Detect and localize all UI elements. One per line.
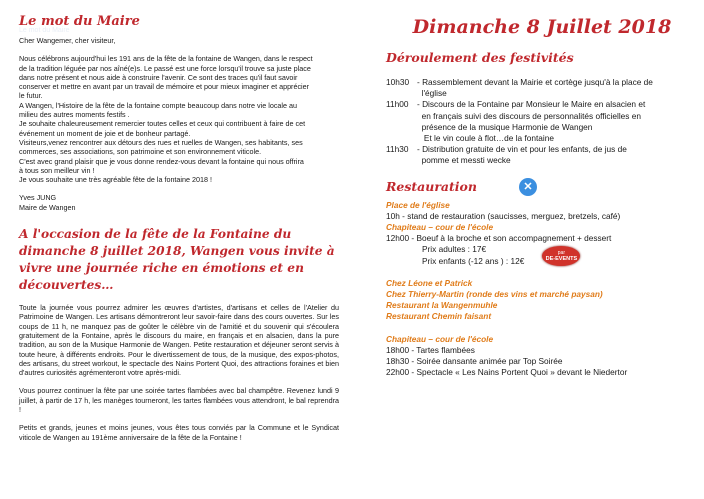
restauration-header xyxy=(386,178,686,196)
places-list xyxy=(386,278,686,323)
left-column xyxy=(19,14,339,442)
letter-body xyxy=(19,54,339,184)
evening-item: 22h00 - Spectacle « Les Nains Portent Quoi » devant le Niedertor xyxy=(386,367,628,378)
place-item: Chez Thierry-Martin (ronde des vins et marché paysan) xyxy=(386,289,603,300)
letter-line: C'est avec grand plaisir que je vous donne rendez-vous devant la fontaine qui nous offrira xyxy=(19,156,304,166)
place-item: Chez Léone et Patrick xyxy=(386,277,473,288)
program-title: Déroulement des festivités xyxy=(386,50,574,65)
letter-line: A Wangen, l'Histoire de la fête de la fontaine compte beaucoup dans notre vie locale au xyxy=(19,100,298,110)
restauration-title: Restauration xyxy=(386,179,477,195)
program-line: en français suivi des discours de personnalités officielles en xyxy=(417,110,641,121)
place-item: Restaurant Chemin faisant xyxy=(386,311,492,322)
letter-line: Je vous souhaite une très agréable fête de la fontaine 2018 ! xyxy=(19,175,213,185)
letter-line: événement un moment de joie et de bonheur partagé. xyxy=(19,128,191,138)
evening-item: 18h30 - Soirée dansante animée par Top Soirée xyxy=(386,356,563,367)
letter-line: Je souhaite chaleureusement remercier toutes celles et ceux qui contribuent à faire de cet xyxy=(19,119,306,129)
date-title: Dimanche 8 Juillet 2018 xyxy=(412,16,672,38)
evening-item: 18h00 - Tartes flambées xyxy=(386,344,475,355)
program-line: - Discours de la Fontaine par Monsieur le Maire en alsacien et xyxy=(417,99,646,110)
badge-top: par xyxy=(557,249,565,256)
program-line: - Distribution gratuite de vin et pour les enfants, de jus de xyxy=(417,144,627,155)
program-desc xyxy=(417,77,686,99)
letter-line: Visiteurs,venez rencontrer aux détours des rues et ruelles de Wangen, ses habitants, ses xyxy=(19,137,303,147)
price-adults: Prix adultes : 17€ xyxy=(422,244,487,255)
letter-line: de la tradition léguée par nos aîné(e)s. Le passé est une force lorsqu'il trouve sa juste place xyxy=(19,63,311,73)
program-item xyxy=(386,77,686,99)
mayor-letter xyxy=(19,36,339,212)
letter-line: milieu des autres moments festifs . xyxy=(19,110,130,120)
paragraph-3: Petits et grands, jeunes et moins jeunes, vous êtes tous conviés par la Commune et le Syndicat viticole de Wangen au 191ème anniversaire de la fête de la Fontaine ! xyxy=(19,423,339,442)
place-eglise: Place de l'église xyxy=(386,199,450,210)
letter-line: dans notre présent et nous aide à construire l'avenir. Ce sont des traces qu'il faut savoir xyxy=(19,72,298,82)
event-description xyxy=(19,303,339,442)
badge-main: DE-EVENTS xyxy=(545,255,578,262)
chapiteau-label: Chapiteau – cour de l'école xyxy=(386,222,494,233)
chapiteau-evening-label: Chapiteau – cour de l'école xyxy=(386,333,494,344)
restauration-list xyxy=(386,200,686,379)
letter-line: Nous célébrons aujourd'hui les 191 ans de la fête de la fontaine de Wangen, dans le respect xyxy=(19,54,313,64)
x-circle-icon[interactable]: ✕ xyxy=(519,178,537,196)
letter-line: à tous son meilleur vin ! xyxy=(19,165,95,175)
price-block xyxy=(386,244,686,266)
program-desc xyxy=(417,144,686,166)
ghost-watermark-text: Le mot du Maire xyxy=(19,27,70,34)
mayor-title: Le mot du Maire xyxy=(19,14,140,29)
de-events-badge xyxy=(542,246,580,266)
program-line: présence de la musique Harmonie de Wangen xyxy=(417,121,593,132)
letter-line: commerces, ses associations, son patrimoine et son environnement viticole. xyxy=(19,147,262,157)
greeting: Cher Wangemer, cher visiteur, xyxy=(19,36,116,45)
program-line: pomme et messti wecke xyxy=(417,155,511,166)
paragraph-2: Vous pourrez continuer la fête par une soirée tartes flambées avec bal champêtre. Revenez lundi 9 juillet, à partir de 17 h, les manèges tourneront, les tartes flambées vous attendront, le bal reprendra ! xyxy=(19,386,339,415)
program-time: 11h00 xyxy=(386,99,409,110)
program-item xyxy=(386,144,686,166)
signature-name: Yves JUNG xyxy=(19,193,57,203)
program-line: l'église xyxy=(417,88,447,99)
signature-role: Maire de Wangen xyxy=(19,202,76,212)
program-list xyxy=(386,77,686,167)
price-children: Prix enfants (-12 ans ) : 12€ xyxy=(422,255,525,266)
occasion-title: A l'occasion de la fête de la Fontaine du dimanche 8 juillet 2018, Wangen vous invite à vivre une journée riche en émotions et en découvertes… xyxy=(19,227,335,293)
paragraph-1: Toute la journée vous pourrez admirer les œuvres d'artistes, d'artisans et celles de l'Atelier du Patrimoine de Wangen. Les artisans démontreront leur savoir-faire dans des cours ouvertes. Sur les coups de 11 h, ne manquez pas de goûter le célèbre vin de l'amitié et du souvenir qui s'écoulera gratuitement de la Fontaine, après le discours du maire, en français et en alsacien, dans la pure tradition, au son de la Musique Harmonie de Wangen. Petite restauration et déjeuner seront servis à toute heure, à différents endroits. Pour le divertissement de tous, de la musique, des expos-photos, des artisans, du street workout, le spectacle des Nains Portent Quoi, des attractions foraines et bien d'autres curiosités agrémenteront votre après-midi. xyxy=(19,303,339,378)
boeuf-line: 12h00 - Boeuf à la broche et son accompagnement + dessert xyxy=(386,233,612,244)
program-desc xyxy=(417,99,686,144)
letter-line: conserver et mettre en avant par un travail de mémoire et pour mieux imaginer et apprécier xyxy=(19,82,310,92)
program-line: - Rassemblement devant la Mairie et cortège jusqu'à la place de xyxy=(417,77,653,87)
letter-line: le futur. xyxy=(19,91,43,101)
place-item: Restaurant la Wangenmuhle xyxy=(386,300,498,311)
right-column xyxy=(386,14,686,378)
evening-list xyxy=(386,345,686,379)
program-item xyxy=(386,99,686,144)
stand-line: 10h - stand de restauration (saucisses, merguez, bretzels, café) xyxy=(386,210,621,221)
program-line: Et le vin coule à flot…de la fontaine xyxy=(417,133,554,144)
program-time: 11h30 xyxy=(386,144,409,155)
program-time: 10h30 xyxy=(386,77,410,87)
